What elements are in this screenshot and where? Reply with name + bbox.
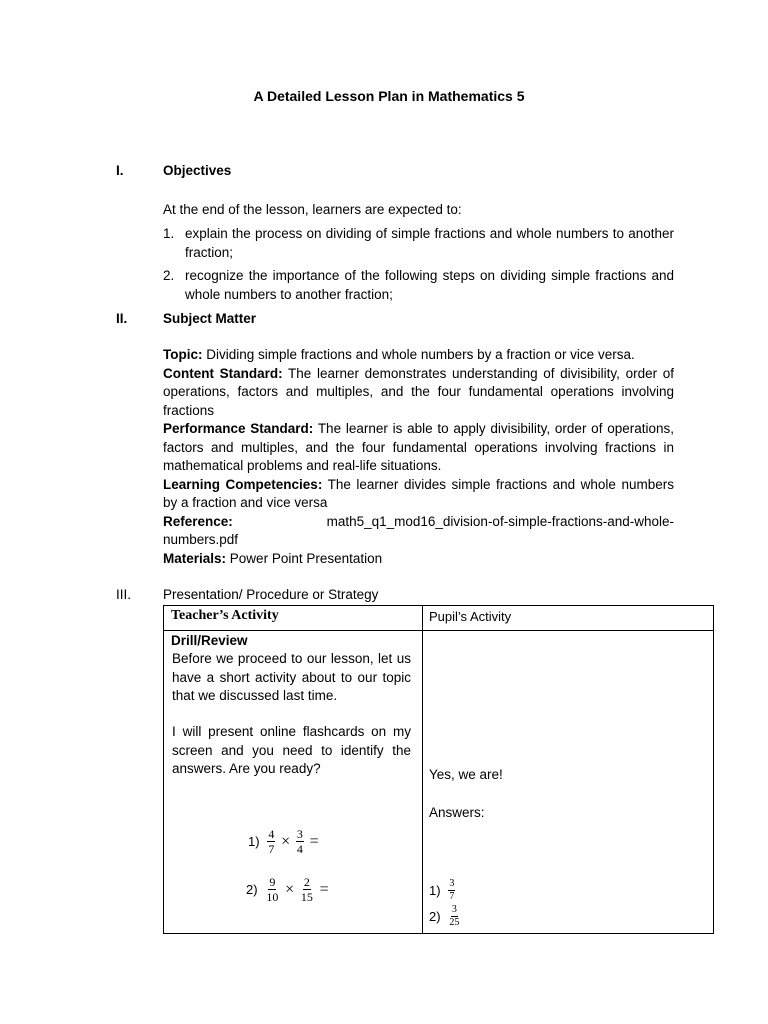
teacher-paragraph-1: Before we proceed to our lesson, let us have a short activity about to our topic that we discussed last time. xyxy=(172,651,411,703)
fraction-numerator: 3 xyxy=(451,904,457,915)
teacher-activity-cell xyxy=(164,631,423,934)
equals-sign: = xyxy=(309,832,319,850)
fraction-numerator: 3 xyxy=(449,878,455,889)
learning-competencies-line xyxy=(163,476,674,513)
flashcard-problem-1 xyxy=(248,828,321,855)
fraction xyxy=(265,876,279,903)
presentation-heading: Presentation/ Procedure or Strategy xyxy=(163,587,379,602)
content-standard-label: Content Standard: xyxy=(163,365,283,381)
topic-label: Topic: xyxy=(163,347,203,362)
drill-review-heading: Drill/Review xyxy=(171,633,248,648)
materials-line xyxy=(163,550,674,569)
fraction-denominator: 4 xyxy=(296,842,303,856)
fraction xyxy=(267,828,275,855)
objective-text: explain the process on dividing of simple fractions and whole numbers to another fraction; xyxy=(185,226,674,260)
equals-sign: = xyxy=(319,880,329,898)
content-standard-line xyxy=(163,365,674,421)
reference-value: math5_q1_mod16_division-of-simple-fractions-and-whole- xyxy=(326,513,674,529)
topic-line xyxy=(163,346,674,365)
flashcard-problem-2 xyxy=(246,876,331,903)
objectives-numeral: I. xyxy=(116,163,124,178)
fraction-numerator: 2 xyxy=(303,875,310,889)
objectives-intro: At the end of the lesson, learners are expected to: xyxy=(163,202,462,217)
pupil-activity-header: Pupil’s Activity xyxy=(423,606,714,631)
reference-label: Reference: xyxy=(163,513,233,529)
problem-label: 2) xyxy=(246,882,258,897)
fraction xyxy=(448,879,455,902)
page-title: A Detailed Lesson Plan in Mathematics 5 xyxy=(253,88,525,104)
pupil-activity-cell xyxy=(423,631,714,934)
topic-value: Dividing simple fractions and whole numbers by a fraction or vice versa. xyxy=(206,347,635,362)
objective-text: recognize the importance of the following steps on dividing simple fractions and whole numbers to another fraction; xyxy=(185,268,674,302)
materials-value: Power Point Presentation xyxy=(229,550,383,566)
content-standard-value: The learner demonstrates understanding of divisibility, order of operations, factors and multiples, and the four fundamental operations involving fractions xyxy=(163,365,674,418)
fraction-numerator: 4 xyxy=(268,827,275,841)
subject-matter-body xyxy=(163,346,674,568)
answer-2 xyxy=(429,905,460,928)
pupil-reply: Yes, we are! xyxy=(429,767,503,782)
answer-label: 2) xyxy=(429,909,441,924)
objective-number: 1. xyxy=(163,226,175,241)
performance-standard-line xyxy=(163,420,674,476)
table-row xyxy=(164,631,714,934)
answers-label: Answers: xyxy=(429,805,485,820)
fraction xyxy=(296,828,304,855)
fraction xyxy=(300,876,314,903)
subject-matter-heading: Subject Matter xyxy=(163,311,257,326)
fraction-denominator: 7 xyxy=(449,891,455,902)
learning-competencies-value: The learner divides simple fractions and whole numbers by a fraction and vice versa xyxy=(163,476,674,510)
presentation-numeral: III. xyxy=(116,587,132,602)
fraction-denominator: 15 xyxy=(300,890,313,904)
objective-item-2 xyxy=(163,266,674,304)
fraction-numerator: 9 xyxy=(269,875,276,889)
subject-matter-numeral: II. xyxy=(116,311,128,326)
performance-standard-label: Performance Standard: xyxy=(163,421,314,436)
problem-label: 1) xyxy=(248,834,260,849)
fraction-numerator: 3 xyxy=(296,827,303,841)
materials-label: Materials: xyxy=(163,550,227,566)
learning-competencies-label: Learning Competencies: xyxy=(163,476,323,492)
objective-number: 2. xyxy=(163,268,175,283)
answer-label: 1) xyxy=(429,883,441,898)
fraction xyxy=(448,905,460,928)
performance-standard-value: The learner is able to apply divisibility, order of operations, factors and multiples, and the four fundamental operations involving fractions in mathematical problems and real-life situations. xyxy=(163,421,674,473)
reference-continuation: numbers.pdf xyxy=(163,532,239,547)
answer-1 xyxy=(429,879,455,902)
fraction-denominator: 10 xyxy=(266,890,279,904)
fraction-denominator: 25 xyxy=(449,917,460,928)
times-sign: × xyxy=(281,832,291,850)
reference-line xyxy=(163,513,674,532)
objective-item-1 xyxy=(163,224,674,262)
objectives-heading: Objectives xyxy=(163,163,232,178)
table-header-row xyxy=(164,606,714,631)
fraction-denominator: 7 xyxy=(268,842,275,856)
teacher-paragraph-2: I will present online flashcards on my screen and you need to identify the answers. Are you ready? xyxy=(172,724,411,776)
teacher-activity-header: Teacher’s Activity xyxy=(164,606,423,631)
procedure-table xyxy=(163,605,714,934)
times-sign: × xyxy=(285,880,295,898)
